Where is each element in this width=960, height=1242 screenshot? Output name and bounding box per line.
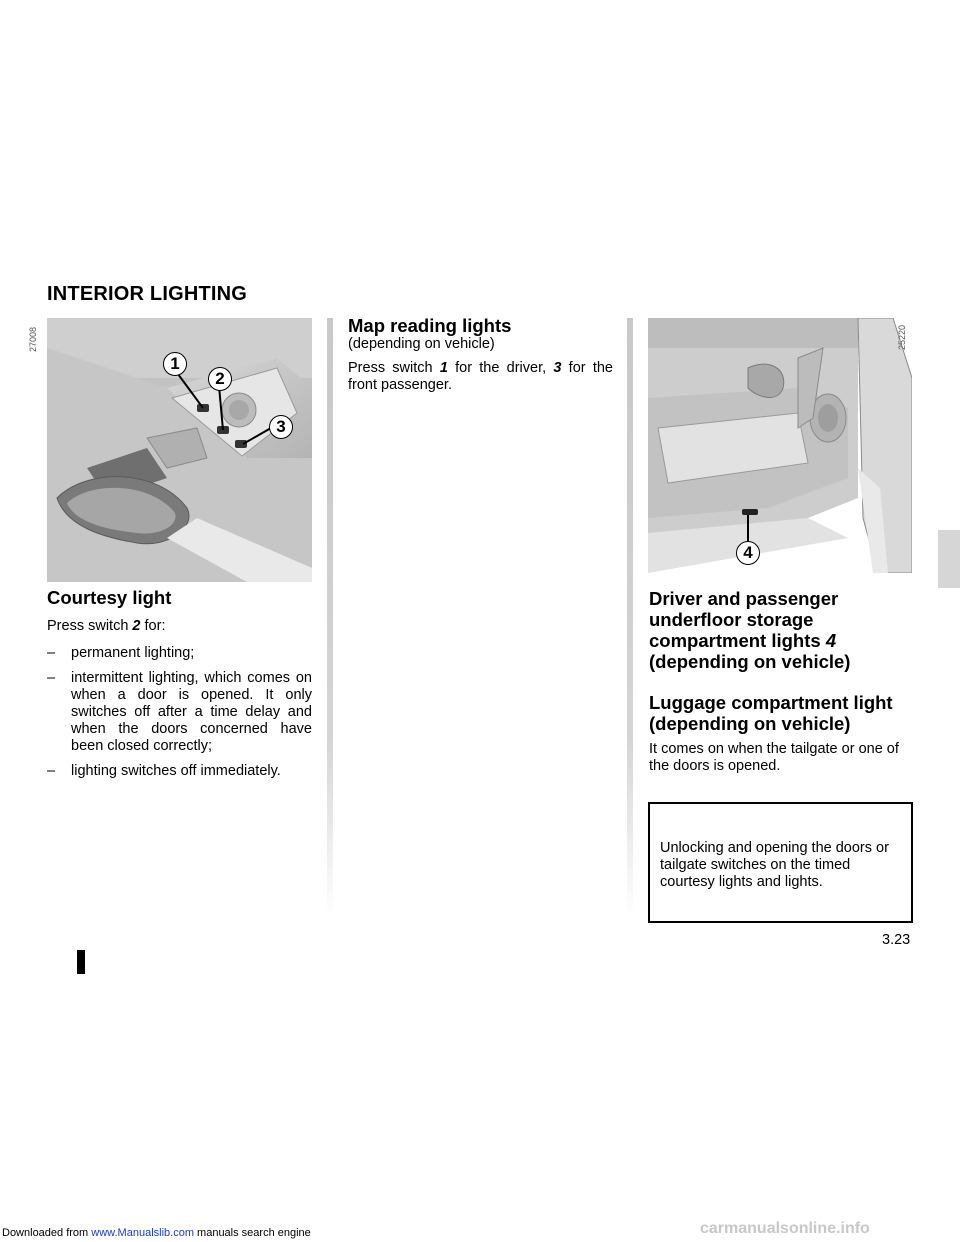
underfloor-line-2: underfloor storage [649,609,814,630]
map-text-mid: for the driver, [447,360,554,376]
callout-2: 2 [208,367,232,391]
manualslib-link[interactable]: www.Manualslib.com [91,1227,194,1239]
note-text: Unlocking and opening the doors or tailgate switches on the timed courtesy lights and lights. [660,840,889,890]
courtesy-intro-suffix: for: [140,618,166,634]
figure-code-right: 25220 [897,324,907,350]
download-prefix: Downloaded from [2,1227,92,1239]
map-text [348,360,613,394]
courtesy-intro [47,618,312,635]
luggage-title [649,692,919,734]
chapter-tab [938,530,960,588]
footer-watermark: carmanualsonline.info [700,1220,870,1237]
map-text-suffix: for the front passenger. [348,360,613,393]
list-item: – lighting switches off immediately. [47,763,312,780]
underfloor-line-4: (depending on vehicle) [649,651,851,672]
map-switch-3: 3 [553,360,562,376]
page-number: 3.23 [882,932,911,948]
callout-3: 3 [269,415,293,439]
underfloor-title [649,588,919,672]
courtesy-switch-number: 2 [132,618,141,634]
note-box [648,802,913,923]
figure-map-lights [47,318,312,582]
underfloor-line-3 [649,630,919,651]
column-divider-left [327,318,333,918]
luggage-text: It comes on when the tailgate or one of the doors is opened. [649,741,899,774]
column-divider-right [627,318,633,918]
underfloor-line-3-prefix: compartment lights [649,630,826,651]
download-header [2,1227,311,1239]
figure-door-storage [648,318,912,573]
map-text-prefix: Press switch [348,360,440,376]
figure-code-left: 27008 [28,326,38,352]
door-panel-illustration [648,318,912,573]
underfloor-line-1: Driver and passenger [649,588,839,609]
callout-1: 1 [163,352,187,376]
page-marker-bar [77,950,85,974]
luggage-line-2: (depending on vehicle) [649,713,851,734]
courtesy-intro-prefix: Press switch [47,618,133,634]
callout-4: 4 [736,541,760,565]
luggage-line-1: Luggage compartment light [649,692,893,713]
map-title: Map reading lights [348,315,512,336]
map-subtitle: (depending on vehicle) [348,336,495,352]
download-suffix: manuals search engine [193,1227,311,1239]
map-switch-1: 1 [439,360,448,376]
section-title: INTERIOR LIGHTING [47,283,248,305]
underfloor-number: 4 [825,630,837,651]
courtesy-title: Courtesy light [47,587,172,608]
list-item: – intermittent lighting, which comes on when a door is opened. It only switches off after a time delay and when the doors concerned have been closed correctly; [47,670,312,755]
list-item: – permanent lighting; [47,645,312,662]
courtesy-list [47,645,312,788]
